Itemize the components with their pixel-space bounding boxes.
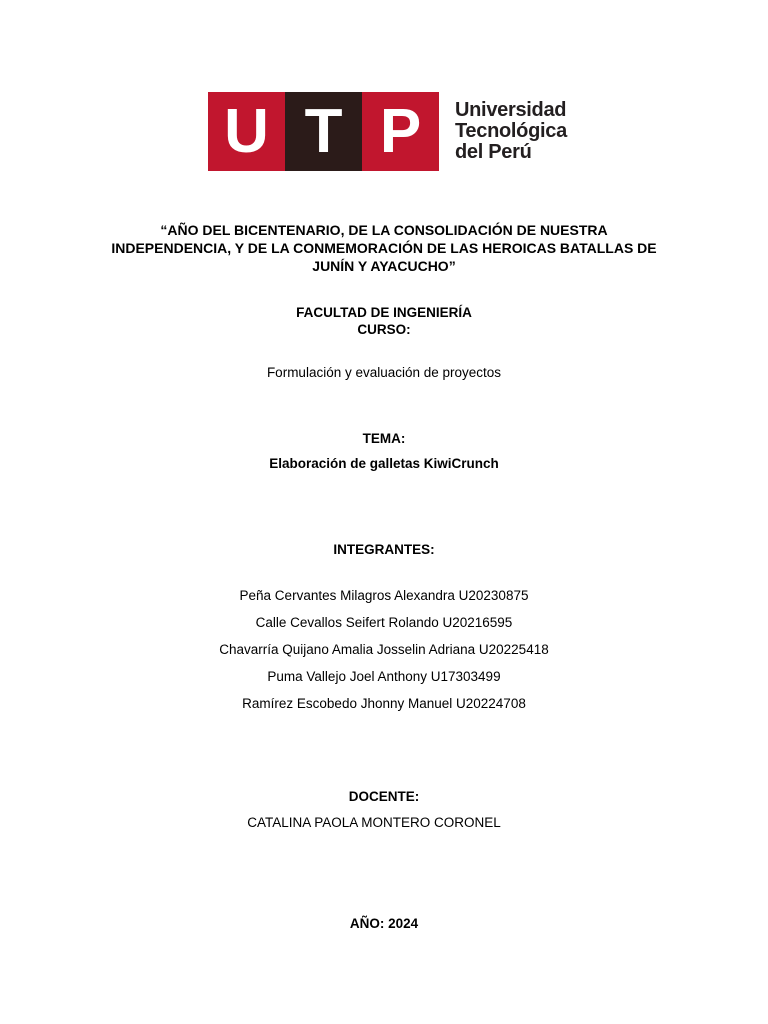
logo-letter-p: P <box>362 92 439 171</box>
logo-name-line-2: Tecnológica <box>455 120 567 142</box>
teacher-label: DOCENTE: <box>348 789 420 804</box>
members-label: INTEGRANTES: <box>333 542 435 557</box>
year-label: AÑO: 2024 <box>349 916 419 931</box>
topic-value: Elaboración de galletas KiwiCrunch <box>269 456 499 471</box>
member-item: Peña Cervantes Milagros Alexandra U20230875 <box>239 588 529 603</box>
course-label: CURSO: <box>357 322 411 337</box>
utp-logo <box>208 92 567 171</box>
logo-name-line-1: Universidad <box>455 99 567 121</box>
logo-name-line-3: del Perú <box>455 141 532 163</box>
member-item: Puma Vallejo Joel Anthony U17303499 <box>267 669 501 684</box>
members-list <box>0 587 768 722</box>
course-value: Formulación y evaluación de proyectos <box>266 365 502 380</box>
logo-university-name <box>455 92 567 171</box>
year-motto: “AÑO DEL BICENTENARIO, DE LA CONSOLIDACIÓN DE NUESTRA INDEPENDENCIA, Y DE LA CONMEMORACIÓN DE LAS HEROICAS BATALLAS DE JUNÍN Y AYACUCHO” <box>111 222 657 274</box>
teacher-value: CATALINA PAOLA MONTERO CORONEL <box>247 815 501 830</box>
logo-letter-t: T <box>285 92 362 171</box>
member-item: Ramírez Escobedo Jhonny Manuel U20224708 <box>242 696 526 711</box>
member-item: Chavarría Quijano Amalia Josselin Adriana U20225418 <box>219 642 549 657</box>
faculty-title: FACULTAD DE INGENIERÍA <box>296 305 472 320</box>
logo-letter-u: U <box>208 92 285 171</box>
member-item: Calle Cevallos Seifert Rolando U20216595 <box>255 615 513 630</box>
topic-label: TEMA: <box>362 431 406 446</box>
